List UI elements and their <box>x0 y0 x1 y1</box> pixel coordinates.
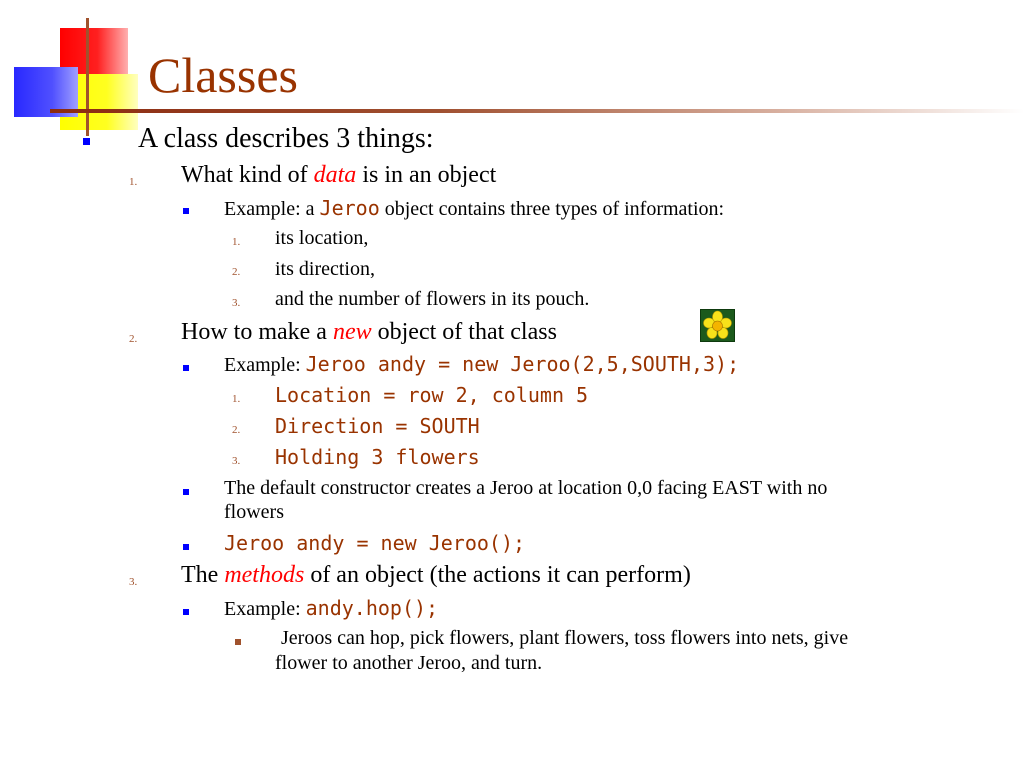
item-number: 1. <box>129 176 138 188</box>
item-3-post: of an object (the actions it can perform) <box>304 562 691 588</box>
subitem-number: 2. <box>232 266 241 278</box>
jeroo-actions-line2: flower to another Jeroo, and turn. <box>275 652 543 674</box>
subitem-number: 2. <box>232 424 241 436</box>
bullet-square-blue <box>183 544 189 550</box>
decor-vertical-line <box>86 18 89 136</box>
slide-title: Classes <box>148 47 298 103</box>
title-underline <box>50 109 1024 113</box>
default-constructor-line1: The default constructor creates a Jeroo at location 0,0 facing EAST with no <box>224 477 828 499</box>
item-2-example <box>224 352 739 377</box>
bullet-square-blue <box>183 609 189 615</box>
item-3-emphasis: methods <box>224 562 305 588</box>
item-3-example-code: andy.hop(); <box>305 596 439 620</box>
item-1-pre: What kind of <box>181 162 314 188</box>
bullet-square-brown <box>235 639 241 645</box>
item-3-example-pre: Example: <box>224 598 306 620</box>
subitem-text: its location, <box>275 227 369 249</box>
item-1-example-post: object contains three types of information: <box>379 198 725 220</box>
item-number: 2. <box>129 333 138 345</box>
subitem-number: 3. <box>232 297 241 309</box>
item-2-example-code: Jeroo andy = new Jeroo(2,5,SOUTH,3); <box>305 352 740 376</box>
item-2-post: object of that class <box>371 319 557 345</box>
default-constructor-code: Jeroo andy = new Jeroo(); <box>224 531 526 555</box>
item-3-pre: The <box>181 562 225 588</box>
item-2-text <box>181 319 557 346</box>
bullet-square-blue <box>183 208 189 214</box>
item-1-example-pre: Example: a <box>224 198 320 220</box>
item-3-example <box>224 596 438 621</box>
subitem-code: Direction = SOUTH <box>275 414 480 438</box>
item-1-emphasis: data <box>313 162 357 188</box>
item-1-text <box>181 162 496 189</box>
jeroo-actions-line1: Jeroos can hop, pick flowers, plant flowers, toss flowers into nets, give <box>281 627 849 649</box>
bullet-square-blue <box>83 138 90 145</box>
subitem-number: 1. <box>232 393 241 405</box>
item-number: 3. <box>129 576 138 588</box>
bullet-square-blue <box>183 365 189 371</box>
subitem-code: Holding 3 flowers <box>275 445 480 469</box>
main-bullet-text: A class describes 3 things: <box>138 123 434 154</box>
default-constructor-line2: flowers <box>224 501 284 523</box>
item-2-pre: How to make a <box>181 319 333 345</box>
flower-icon <box>700 309 735 342</box>
item-1-example-code: Jeroo <box>319 196 380 220</box>
subitem-number: 3. <box>232 455 241 467</box>
subitem-text: its direction, <box>275 258 375 280</box>
subitem-text: and the number of flowers in its pouch. <box>275 288 590 310</box>
item-2-example-pre: Example: <box>224 354 306 376</box>
item-2-emphasis: new <box>332 319 372 345</box>
subitem-number: 1. <box>232 236 241 248</box>
item-1-example <box>224 196 724 221</box>
subitem-code: Location = row 2, column 5 <box>275 383 589 407</box>
item-1-post: is in an object <box>356 162 497 188</box>
bullet-square-blue <box>183 489 189 495</box>
item-3-text <box>181 562 691 589</box>
